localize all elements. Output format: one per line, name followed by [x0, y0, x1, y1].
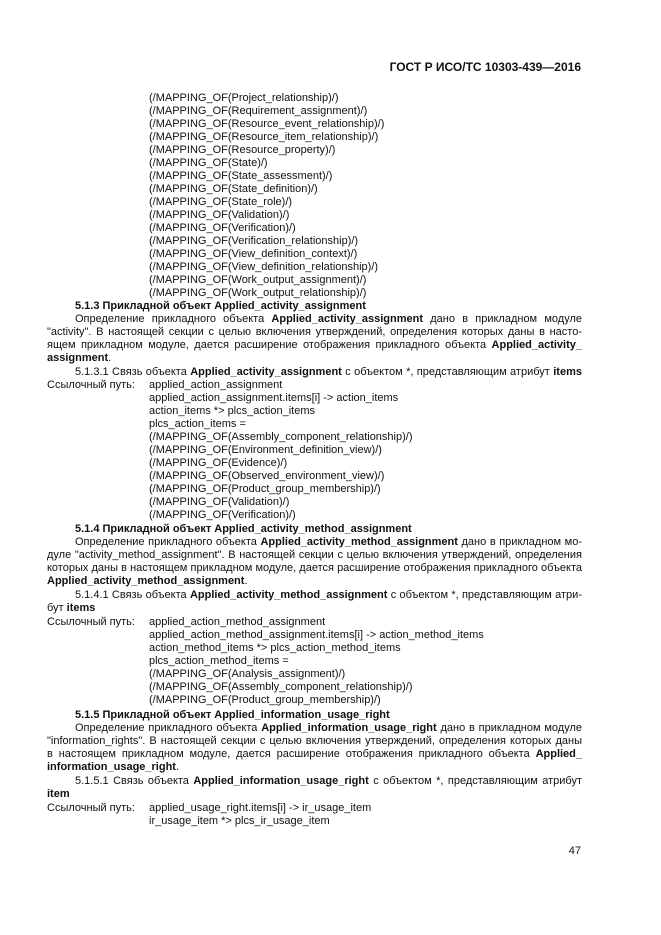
subsection-heading: 5.1.5.1 Связь объекта Applied_information_usage_right с объектом *, представляющим атрибут	[75, 775, 582, 787]
reference-path-line: ir_usage_item *> plcs_ir_usage_item	[149, 815, 330, 827]
paragraph-line: в настоящем прикладном модуле, дается расширение отображения прикладного объекта Applied_	[47, 748, 583, 760]
reference-path-line: plcs_action_method_items =	[149, 655, 289, 667]
reference-path-line: applied_usage_right.items[i] -> ir_usage_item	[149, 802, 372, 814]
reference-path-line: (/MAPPING_OF(Observed_environment_view)/)	[149, 470, 385, 482]
mapping-line: (/MAPPING_OF(Resource_event_relationship)/)	[149, 118, 385, 130]
reference-path-line: applied_action_assignment	[149, 379, 283, 391]
reference-path-line: action_method_items *> plcs_action_method_items	[149, 642, 401, 654]
paragraph-line: item	[47, 788, 70, 800]
reference-path-line: action_items *> plcs_action_items	[149, 405, 315, 417]
subsection-heading: 5.1.3.1 Связь объекта Applied_activity_assignment с объектом *, представляющим атрибут items	[75, 366, 582, 378]
reference-path-line: (/MAPPING_OF(Assembly_component_relationship)/)	[149, 681, 413, 693]
mapping-line: (/MAPPING_OF(Project_relationship)/)	[149, 92, 339, 104]
paragraph-line: Applied_activity_method_assignment.	[47, 575, 248, 587]
reference-path-line: applied_action_assignment.items[i] -> action_items	[149, 392, 399, 404]
mapping-line: (/MAPPING_OF(Verification)/)	[149, 222, 296, 234]
mapping-line: (/MAPPING_OF(State_assessment)/)	[149, 170, 333, 182]
page-number: 47	[568, 845, 581, 857]
paragraph-line: "information_rights". В настоящей секции с целью включения утверждений, определения которых даны	[47, 735, 582, 747]
reference-path-line: applied_action_method_assignment	[149, 616, 326, 628]
subsection-heading: 5.1.4.1 Связь объекта Applied_activity_method_assignment с объектом *, представляющим атри-	[75, 589, 582, 601]
section-heading: 5.1.3 Прикладной объект Applied_activity_assignment	[75, 300, 366, 312]
mapping-line: (/MAPPING_OF(Resource_property)/)	[149, 144, 336, 156]
mapping-line: (/MAPPING_OF(Requirement_assignment)/)	[149, 105, 368, 117]
section-heading: 5.1.4 Прикладной объект Applied_activity_method_assignment	[75, 523, 412, 535]
paragraph-line: которых даны в настоящем прикладном модуле, дается расширение отображения прикладного объекта	[47, 562, 582, 574]
mapping-line: (/MAPPING_OF(State_role)/)	[149, 196, 293, 208]
reference-path-line: (/MAPPING_OF(Validation)/)	[149, 496, 290, 508]
paragraph-line: "activity". В настоящей секции с целью включения утверждений, определения которых даны в насто-	[47, 326, 582, 338]
reference-path-line: (/MAPPING_OF(Assembly_component_relationship)/)	[149, 431, 413, 443]
mapping-line: (/MAPPING_OF(View_definition_context)/)	[149, 248, 358, 260]
reference-path-label: Ссылочный путь:	[47, 802, 135, 814]
mapping-line: (/MAPPING_OF(Work_output_assignment)/)	[149, 274, 367, 286]
reference-path-line: (/MAPPING_OF(Verification)/)	[149, 509, 296, 521]
reference-path-label: Ссылочный путь:	[47, 616, 135, 628]
mapping-line: (/MAPPING_OF(State)/)	[149, 157, 268, 169]
paragraph-line: Определение прикладного объекта Applied_activity_method_assignment дано в прикладном мо-	[75, 536, 583, 548]
paragraph-line: information_usage_right.	[47, 761, 180, 773]
paragraph-line: бут items	[47, 602, 96, 614]
mapping-line: (/MAPPING_OF(Resource_item_relationship)/)	[149, 131, 379, 143]
reference-path-line: applied_action_method_assignment.items[i] -> action_method_items	[149, 629, 484, 641]
paragraph-line: Определение прикладного объекта Applied_activity_assignment дано в прикладном модуле	[75, 313, 582, 325]
reference-path-line: (/MAPPING_OF(Evidence)/)	[149, 457, 288, 469]
paragraph-line: Определение прикладного объекта Applied_information_usage_right дано в прикладном модуле	[75, 722, 583, 734]
mapping-line: (/MAPPING_OF(Work_output_relationship)/)	[149, 287, 367, 299]
reference-path-label: Ссылочный путь:	[47, 379, 135, 391]
mapping-line: (/MAPPING_OF(View_definition_relationship)/)	[149, 261, 379, 273]
reference-path-line: (/MAPPING_OF(Environment_definition_view)/)	[149, 444, 382, 456]
reference-path-line: (/MAPPING_OF(Product_group_membership)/)	[149, 694, 381, 706]
paragraph-line: assignment.	[47, 352, 112, 364]
document-header: ГОСТ Р ИСО/ТС 10303-439—2016	[389, 60, 581, 74]
reference-path-line: (/MAPPING_OF(Product_group_membership)/)	[149, 483, 381, 495]
reference-path-line: (/MAPPING_OF(Analysis_assignment)/)	[149, 668, 346, 680]
paragraph-line: дуле "activity_method_assignment". В настоящей секции с целью включения утверждений, определения	[47, 549, 582, 561]
mapping-line: (/MAPPING_OF(Validation)/)	[149, 209, 290, 221]
paragraph-line: ящем прикладном модуле, дается расширение отображения прикладного объекта Applied_activity_	[47, 339, 583, 351]
mapping-line: (/MAPPING_OF(State_definition)/)	[149, 183, 318, 195]
mapping-line: (/MAPPING_OF(Verification_relationship)/)	[149, 235, 359, 247]
reference-path-line: plcs_action_items =	[149, 418, 246, 430]
section-heading: 5.1.5 Прикладной объект Applied_information_usage_right	[75, 709, 390, 721]
